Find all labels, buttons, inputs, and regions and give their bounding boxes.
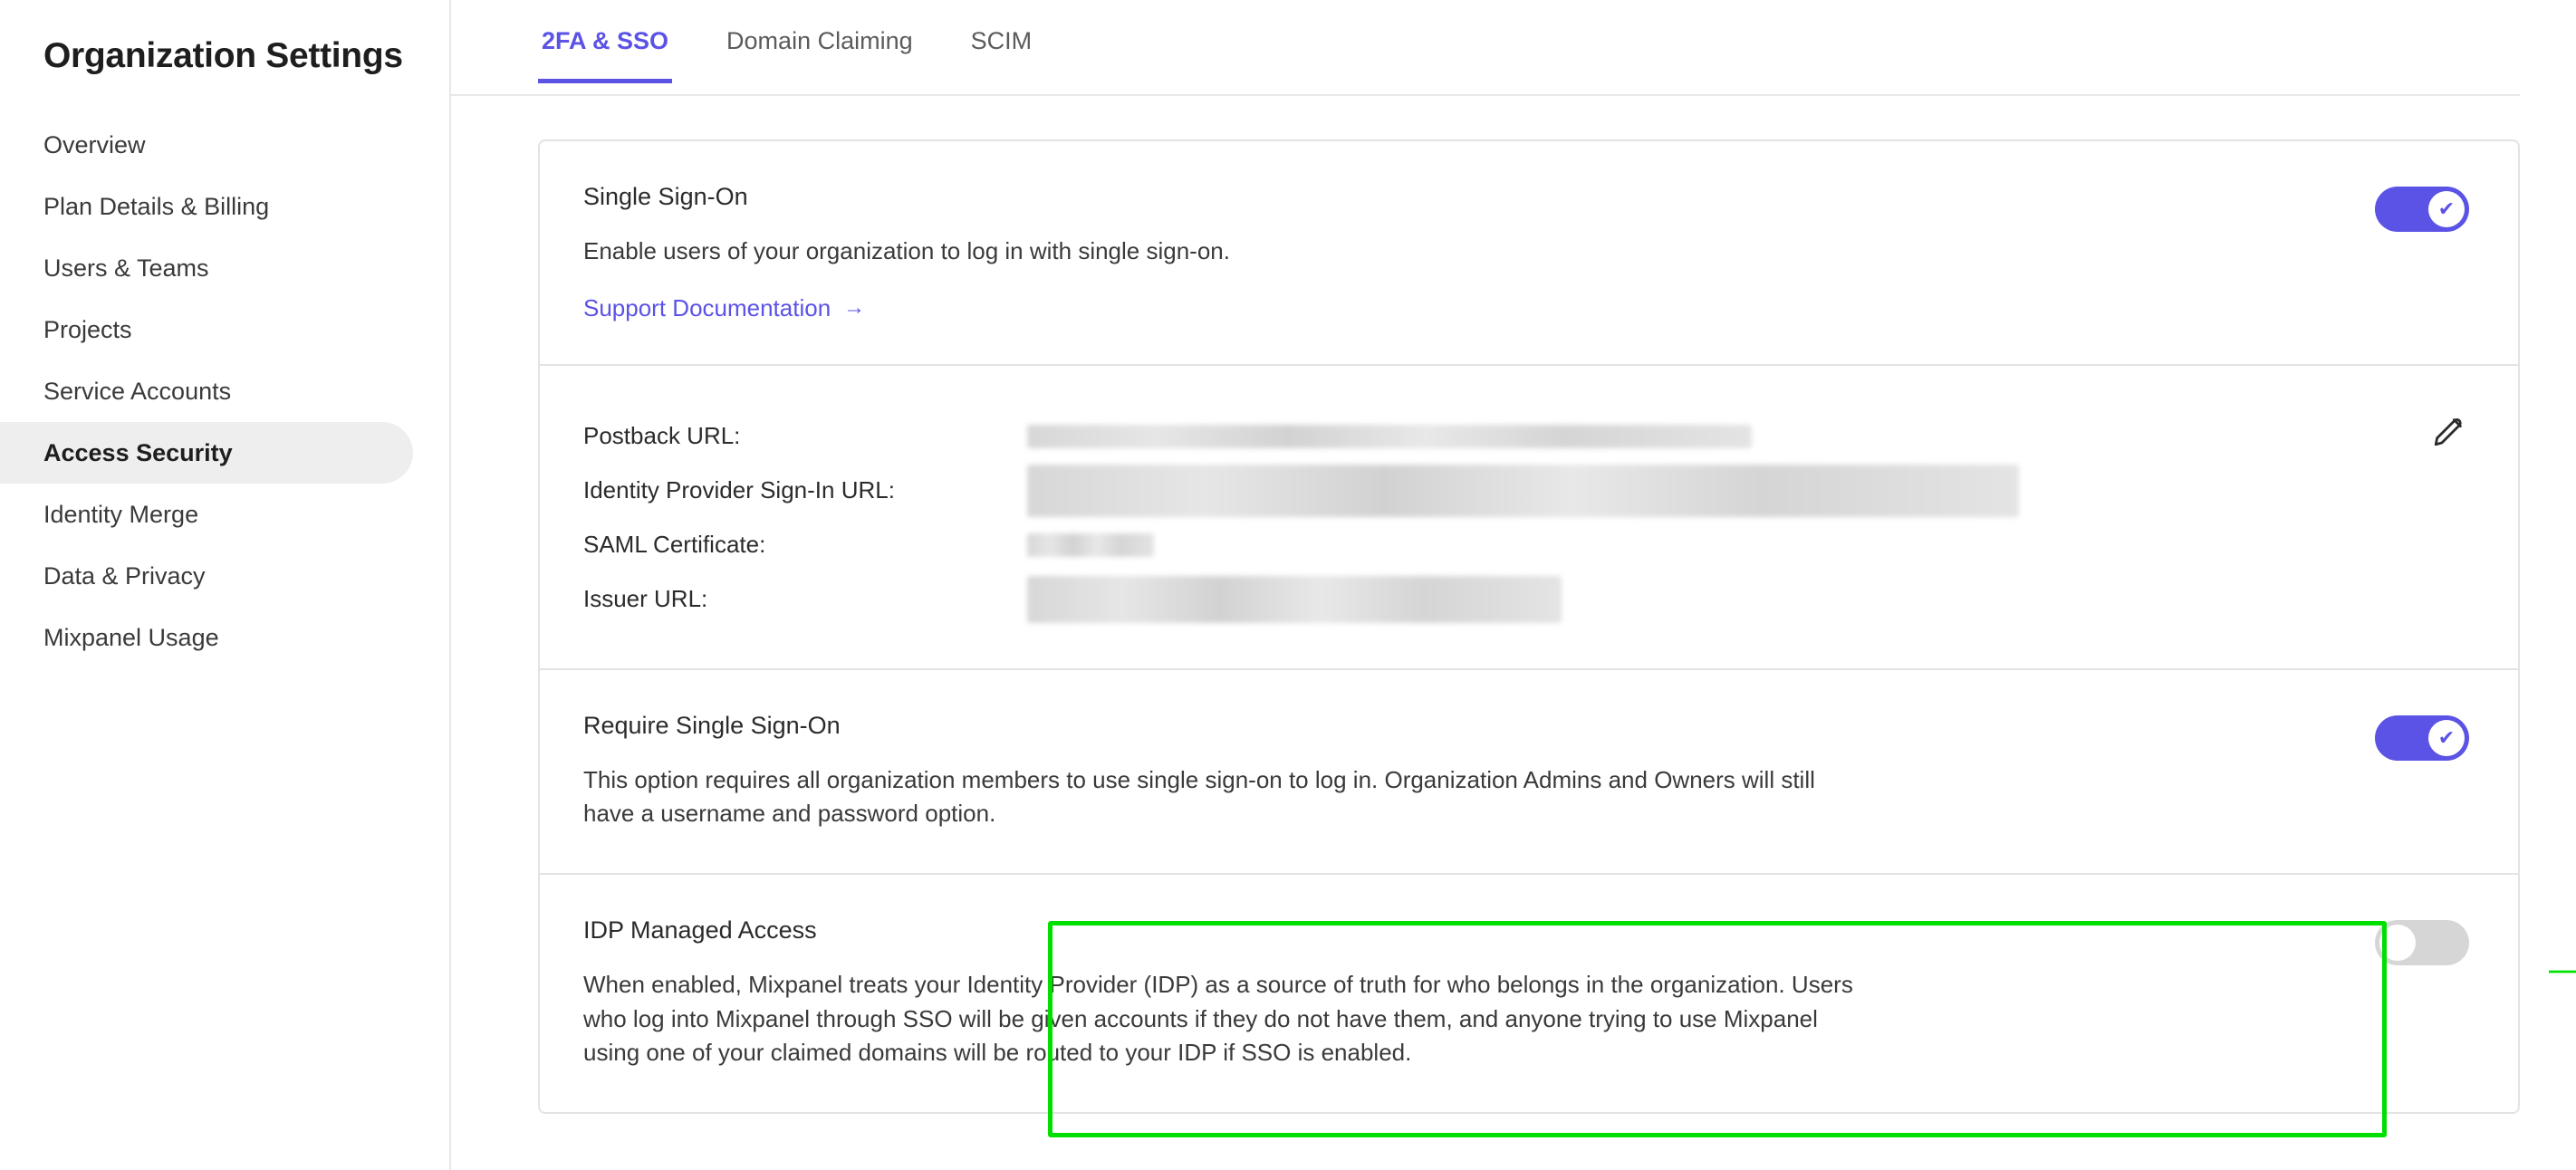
sso-details-row [540,366,2518,670]
detail-idp-signin-url [583,464,2019,518]
sidebar-item-data-privacy[interactable] [0,545,413,607]
tab-scim[interactable] [967,0,1036,83]
tab-2fa-sso[interactable] [538,0,672,83]
detail-saml-certificate [583,518,2019,572]
support-documentation-link[interactable] [583,294,865,322]
sidebar-nav [0,114,449,668]
single-sign-on-description: Enable users of your organization to log in with single sign-on. [583,237,1230,264]
single-sign-on-row [540,141,2518,366]
arrow-right-icon: → [843,295,866,321]
sidebar-item-label: Plan Details & Billing [43,192,270,220]
sidebar-item-users-teams[interactable] [0,237,413,299]
sidebar-item-label: Overview [43,130,146,158]
require-single-sign-on-title: Require Single Sign-On [583,711,841,739]
sidebar-item-overview[interactable] [0,114,413,176]
detail-label: SAML Certificate: [583,531,766,559]
require-single-sign-on-row [540,670,2518,875]
main-content [451,0,2576,1170]
detail-issuer-url [583,572,2019,627]
idp-managed-access-row [540,875,2518,1112]
idp-managed-access-description: When enabled, Mixpanel treats your Identity Provider (IDP) as a source of truth for who belongs in the organization. Users who log into Mixpanel through SSO will be given accounts if they do not have them, and anyone trying to use Mixpanel using one of your claimed domains will be routed to your IDP if SSO is enabled. [583,971,1853,1067]
idp-managed-access-toggle[interactable] [2375,920,2469,965]
tab-domain-claiming[interactable] [723,0,917,83]
toggle-knob-icon [2379,925,2416,961]
page-title: Organization Settings [43,36,403,75]
sidebar-item-label: Data & Privacy [43,561,206,590]
tab-label: Domain Claiming [726,27,913,54]
idp-managed-access-body [583,916,2375,1070]
detail-label: Postback URL: [583,422,741,450]
sso-details-list [583,408,2019,627]
detail-label: Issuer URL: [583,585,708,613]
sidebar-item-projects[interactable] [0,299,413,360]
require-single-sign-on-body [583,712,2375,831]
sidebar-item-label: Access Security [43,438,233,466]
access-security-panel [538,139,2520,1114]
detail-value-redacted [1027,425,1752,448]
sidebar [0,0,451,1170]
sidebar-item-label: Identity Merge [43,500,199,528]
support-documentation-label: Support Documentation [583,293,831,321]
detail-label: Identity Provider Sign-In URL: [583,476,895,504]
sidebar-item-label: Service Accounts [43,377,232,405]
idp-managed-access-title: IDP Managed Access [583,916,817,945]
detail-postback-url [583,409,2019,464]
single-sign-on-toggle[interactable] [2375,187,2469,232]
tab-bar [451,0,2520,96]
toggle-knob-check-icon: ✔ [2428,720,2465,756]
pencil-icon[interactable] [2431,408,2469,454]
detail-value-redacted [1027,576,1562,623]
tab-label: SCIM [970,27,1033,54]
sidebar-item-label: Projects [43,315,132,343]
sidebar-item-access-security[interactable] [0,422,413,484]
single-sign-on-title: Single Sign-On [583,183,748,210]
sidebar-item-identity-merge[interactable] [0,484,413,545]
sidebar-item-plan-details-billing[interactable] [0,176,413,237]
require-single-sign-on-toggle[interactable] [2375,715,2469,761]
detail-value-redacted [1027,533,1154,557]
require-single-sign-on-description: This option requires all organization members to use single sign-on to log in. Organization Admins and Owners will still have a username and password option. [583,765,1815,828]
single-sign-on-body [583,183,2375,322]
sidebar-item-label: Users & Teams [43,254,209,282]
sidebar-item-mixpanel-usage[interactable] [0,607,413,668]
toggle-knob-check-icon: ✔ [2428,191,2465,227]
sidebar-item-service-accounts[interactable] [0,360,413,422]
sidebar-item-label: Mixpanel Usage [43,623,219,651]
detail-value-redacted [1027,465,2019,517]
tab-label: 2FA & SSO [542,27,669,54]
